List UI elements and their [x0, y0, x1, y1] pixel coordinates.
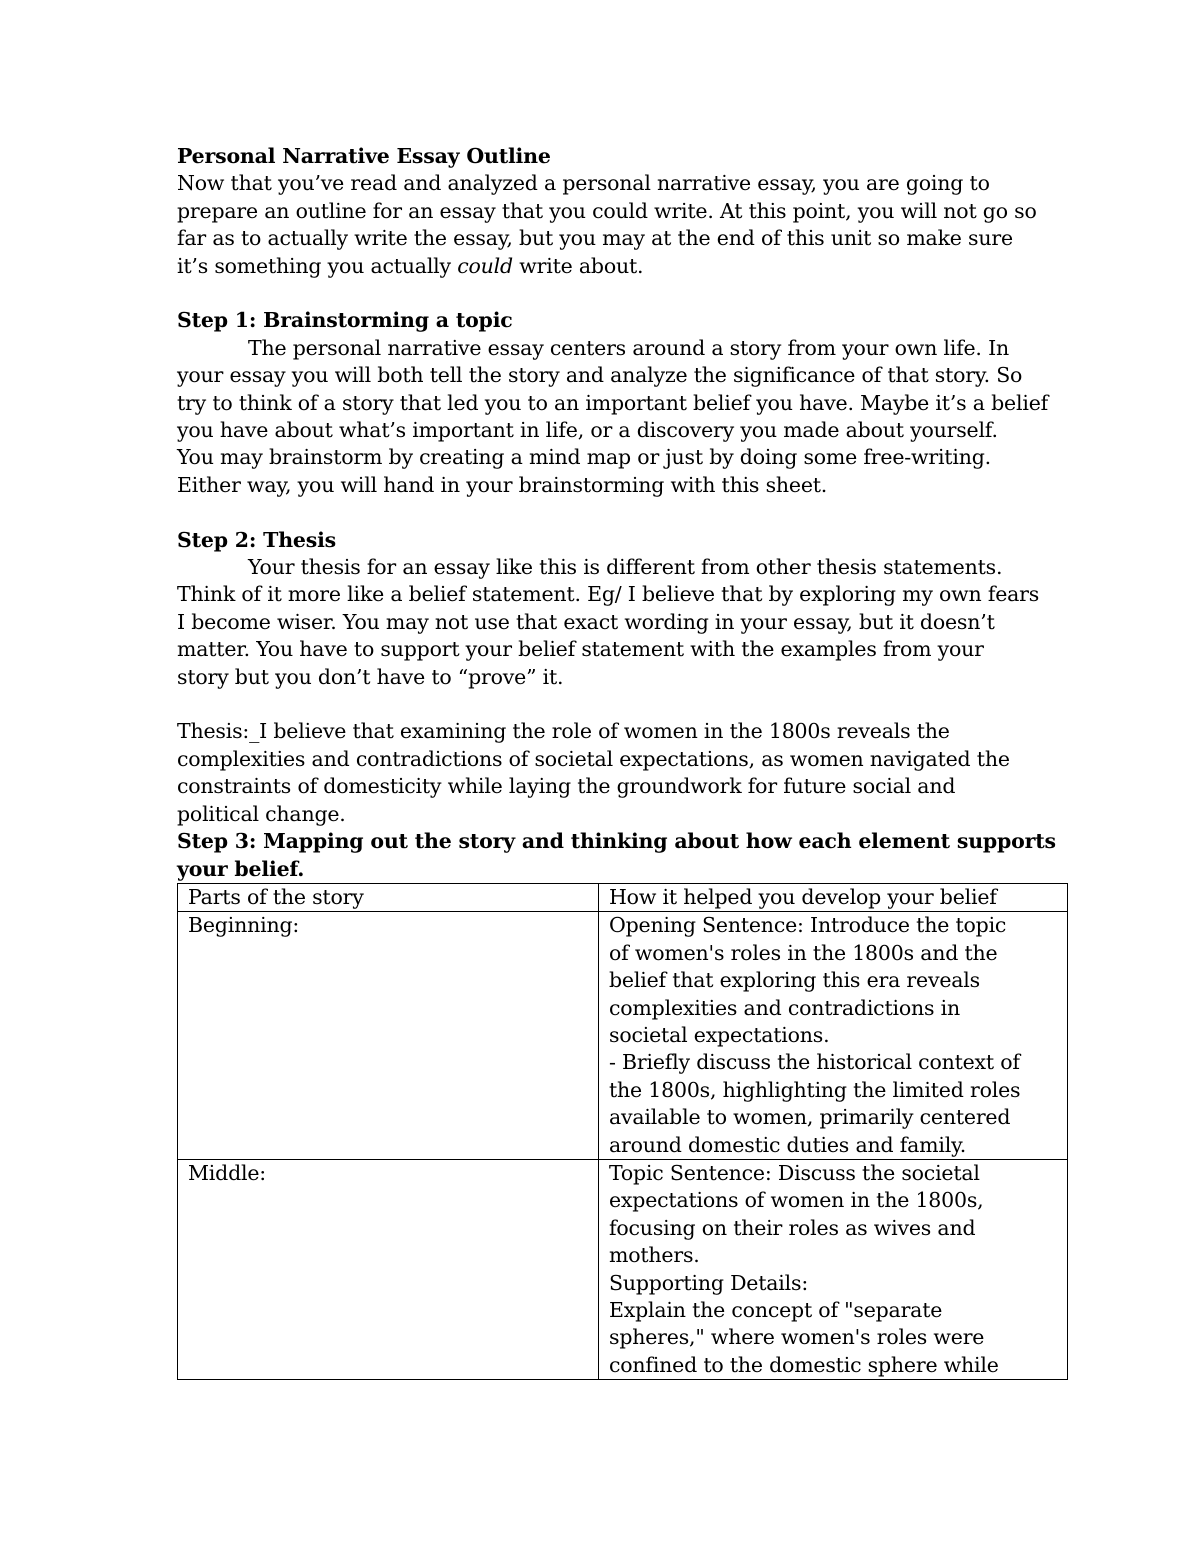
table-cell: [178, 912, 599, 1160]
intro-emphasis: could: [457, 253, 513, 278]
intro-line: prepare an outline for an essay that you could write. At this point, you will not go so: [177, 198, 1037, 223]
cell-text-line: Supporting Details:: [609, 1270, 809, 1295]
cell-text-line: spheres," where women's roles were: [609, 1325, 985, 1350]
header-label: How it helped you develop your belief: [609, 884, 997, 909]
intro-line: far as to actually write the essay, but you may at the end of this unit so make sure: [177, 226, 1013, 251]
header-cell-parts: [178, 883, 599, 911]
cell-text-line: of women's roles in the 1800s and the: [609, 940, 998, 965]
thesis-line: complexities and contradictions of societal expectations, as women navigated the: [177, 746, 1010, 771]
cell-text-line: belief that exploring this era reveals: [609, 968, 980, 993]
cell-text-line: the 1800s, highlighting the limited roles: [609, 1077, 1021, 1102]
step1-line: your essay you will both tell the story and analyze the significance of that story. So: [177, 363, 1023, 388]
table-cell: [599, 1159, 1068, 1379]
step3-heading: your belief.: [177, 856, 305, 881]
table-cell: [599, 912, 1068, 1160]
table-cell: [178, 1159, 599, 1379]
step1-heading: Step 1: Brainstorming a topic: [177, 308, 513, 333]
blank-line: [177, 499, 1027, 526]
cell-text-line: around domestic duties and family.: [609, 1132, 967, 1157]
thesis-line: Thesis:_I believe that examining the role of women in the 1800s reveals the: [177, 719, 950, 744]
step1-line: The personal narrative essay centers around a story from your own life. In: [248, 335, 1009, 360]
table-header-row: [178, 883, 1068, 911]
cell-text-line: mothers.: [609, 1243, 700, 1268]
cell-text-line: available to women, primarily centered: [609, 1105, 1011, 1130]
step2-line: Your thesis for an essay like this is different from other thesis statements.: [248, 555, 1003, 580]
cell-text-line: Opening Sentence: Introduce the topic: [609, 913, 1007, 938]
cell-text-line: Explain the concept of "separate: [609, 1298, 943, 1323]
blank-line: [177, 691, 1027, 718]
intro-line: [177, 253, 1027, 280]
step2-line: matter. You have to support your belief statement with the examples from your: [177, 637, 984, 662]
table-row: [178, 1159, 1068, 1379]
step1-line: try to think of a story that led you to an important belief you have. Maybe it’s a belief: [177, 390, 1049, 415]
story-map-table: [177, 883, 1068, 1380]
step2-line: I become wiser. You may not use that exact wording in your essay, but it doesn’t: [177, 609, 995, 634]
step1-line: you have about what’s important in life, or a discovery you made about yourself.: [177, 418, 998, 443]
document-page: [177, 143, 1056, 1380]
header-label: Parts of the story: [188, 884, 364, 909]
cell-text-line: complexities and contradictions in: [609, 995, 960, 1020]
cell-text-line: societal expectations.: [609, 1022, 830, 1047]
step1-line: You may brainstorm by creating a mind map or just by doing some free-writing.: [177, 445, 991, 470]
intro-text: write about.: [512, 253, 644, 278]
intro-line: Now that you’ve read and analyzed a personal narrative essay, you are going to: [177, 171, 990, 196]
cell-text-line: - Briefly discuss the historical context of: [609, 1050, 1020, 1075]
step2-line: story but you don’t have to “prove” it.: [177, 664, 564, 689]
step2-heading: Step 2: Thesis: [177, 527, 337, 552]
table-row: [178, 912, 1068, 1160]
document-title: Personal Narrative Essay Outline: [177, 144, 551, 168]
step2-line: Think of it more like a belief statement. Eg/ I believe that by exploring my own fears: [177, 582, 1040, 607]
cell-text-line: confined to the domestic sphere while: [609, 1352, 999, 1377]
thesis-line: constraints of domesticity while laying the groundwork for future social and: [177, 774, 956, 799]
blank-line: [177, 280, 1027, 307]
step3-heading: Step 3: Mapping out the story and thinking about how each element supports: [177, 829, 1056, 854]
thesis-line: political change.: [177, 801, 346, 826]
cell-text-line: Topic Sentence: Discuss the societal: [609, 1160, 980, 1185]
row-label: Middle:: [188, 1160, 266, 1185]
cell-text-line: focusing on their roles as wives and: [609, 1215, 976, 1240]
step1-line: Either way, you will hand in your brainstorming with this sheet.: [177, 472, 828, 497]
header-cell-belief: [599, 883, 1068, 911]
intro-text: it’s something you actually: [177, 253, 458, 278]
row-label: Beginning:: [188, 913, 300, 938]
cell-text-line: expectations of women in the 1800s,: [609, 1188, 984, 1213]
